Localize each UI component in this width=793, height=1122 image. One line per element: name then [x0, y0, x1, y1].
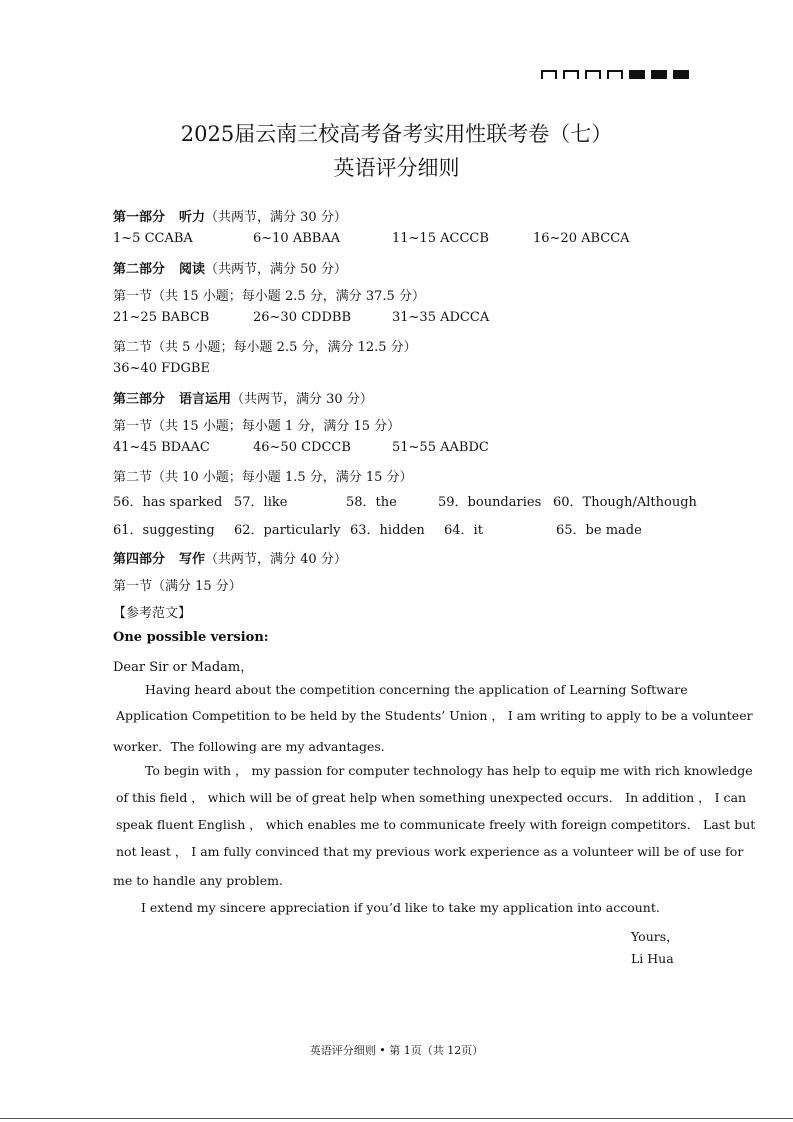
part3-section1: 第一节（共 15 小题；每小题 1 分，满分 15 分）: [113, 419, 401, 434]
part2-heading: 第二部分: [113, 262, 166, 277]
part4-name: 写作: [179, 552, 206, 567]
answer-item: 56．has sparked: [113, 495, 223, 510]
part2-name: 阅读: [179, 262, 206, 277]
part2-section2: 第二节（共 5 小题；每小题 2.5 分，满分 12.5 分）: [113, 340, 417, 355]
part1-header: [113, 206, 347, 225]
answer-item: 65．be made: [556, 523, 642, 538]
mark-open-2: [563, 70, 579, 79]
page-subtitle: 英语评分细则: [333, 156, 460, 180]
letter-line: To begin with ， my passion for computer technology has help to equip me with rich knowledge: [145, 763, 753, 778]
part1-note: （共两节，满分 30 分）: [205, 210, 347, 225]
letter-signature: Li Hua: [631, 951, 674, 966]
part4-heading: 第四部分: [113, 552, 166, 567]
part2-section1: 第一节（共 15 小题；每小题 2.5 分，满分 37.5 分）: [113, 289, 425, 304]
letter-line: not least ， I am fully convinced that my previous work experience as a volunteer will be of use for: [116, 844, 744, 859]
letter-line: Having heard about the competition concerning the application of Learning Software: [145, 682, 688, 697]
part4-header: [113, 548, 347, 567]
part2-header: [113, 258, 347, 277]
part3-name: 语言运用: [179, 392, 232, 407]
mark-solid-3: [673, 70, 689, 79]
mark-solid-2: [651, 70, 667, 79]
header-registration-marks: [541, 70, 689, 79]
version-label: One possible version:: [113, 630, 269, 645]
part2-note: （共两节，满分 50 分）: [205, 262, 347, 277]
answer-group: 21~25 BABCB: [113, 310, 210, 325]
answer-group: 46~50 CDCCB: [253, 440, 351, 455]
letter-line: worker．The following are my advantages.: [113, 739, 385, 754]
mark-open-4: [607, 70, 623, 79]
part1-heading: 第一部分: [113, 210, 166, 225]
answer-group: 16~20 ABCCA: [533, 231, 630, 246]
reference-label: 【参考范文】: [113, 606, 192, 621]
part3-header: [113, 388, 373, 407]
answer-group: 6~10 ABBAA: [253, 231, 341, 246]
answer-item: 59．boundaries: [438, 495, 542, 510]
answer-group: 26~30 CDDBB: [253, 310, 352, 325]
letter-closing: Yours，: [631, 929, 679, 944]
page-footer: 英语评分细则 • 第 1页（共 12页）: [309, 1044, 484, 1057]
letter-line: I extend my sincere appreciation if you’d like to take my application into account.: [141, 900, 660, 915]
mark-solid-1: [629, 70, 645, 79]
part3-heading: 第三部分: [113, 392, 166, 407]
part3-section2: 第二节（共 10 小题；每小题 1.5 分，满分 15 分）: [113, 470, 413, 485]
answer-group: 51~55 AABDC: [392, 440, 489, 455]
page-title: 2025届云南三校高考备考实用性联考卷（七）: [180, 122, 613, 146]
letter-greeting: Dear Sir or Madam，: [113, 660, 254, 675]
answer-group: 11~15 ACCCB: [392, 231, 489, 246]
letter-line: speak fluent English ， which enables me to communicate freely with foreign competitors． Last but: [116, 817, 756, 832]
answer-group: 1~5 CCABA: [113, 231, 193, 246]
part4-section1: 第一节（满分 15 分）: [113, 579, 242, 594]
part1-name: 听力: [179, 210, 206, 225]
answer-group: 41~45 BDAAC: [113, 440, 210, 455]
letter-line: me to handle any problem.: [113, 873, 283, 888]
part3-note: （共两节，满分 30 分）: [231, 392, 373, 407]
part4-note: （共两节，满分 40 分）: [205, 552, 347, 567]
letter-line: Application Competition to be held by the Students’ Union ， I am writing to apply to be a volunteer: [116, 708, 753, 723]
mark-open-1: [541, 70, 557, 79]
answer-item: 60．Though/Although: [553, 495, 697, 510]
letter-line: of this field ， which will be of great help when something unexpected occurs． In addition ， I can: [116, 790, 747, 805]
answer-group: 31~35 ADCCA: [392, 310, 490, 325]
answer-item: 61．suggesting: [113, 523, 215, 538]
answer-item: 63．hidden: [350, 523, 425, 538]
answer-item: 64．it: [444, 523, 483, 538]
answer-item: 58．the: [346, 495, 397, 510]
mark-open-3: [585, 70, 601, 79]
answer-group: 36~40 FDGBE: [113, 361, 210, 376]
answer-item: 57．like: [234, 495, 288, 510]
bottom-rule: [0, 1118, 793, 1119]
answer-item: 62．particularly: [234, 523, 341, 538]
